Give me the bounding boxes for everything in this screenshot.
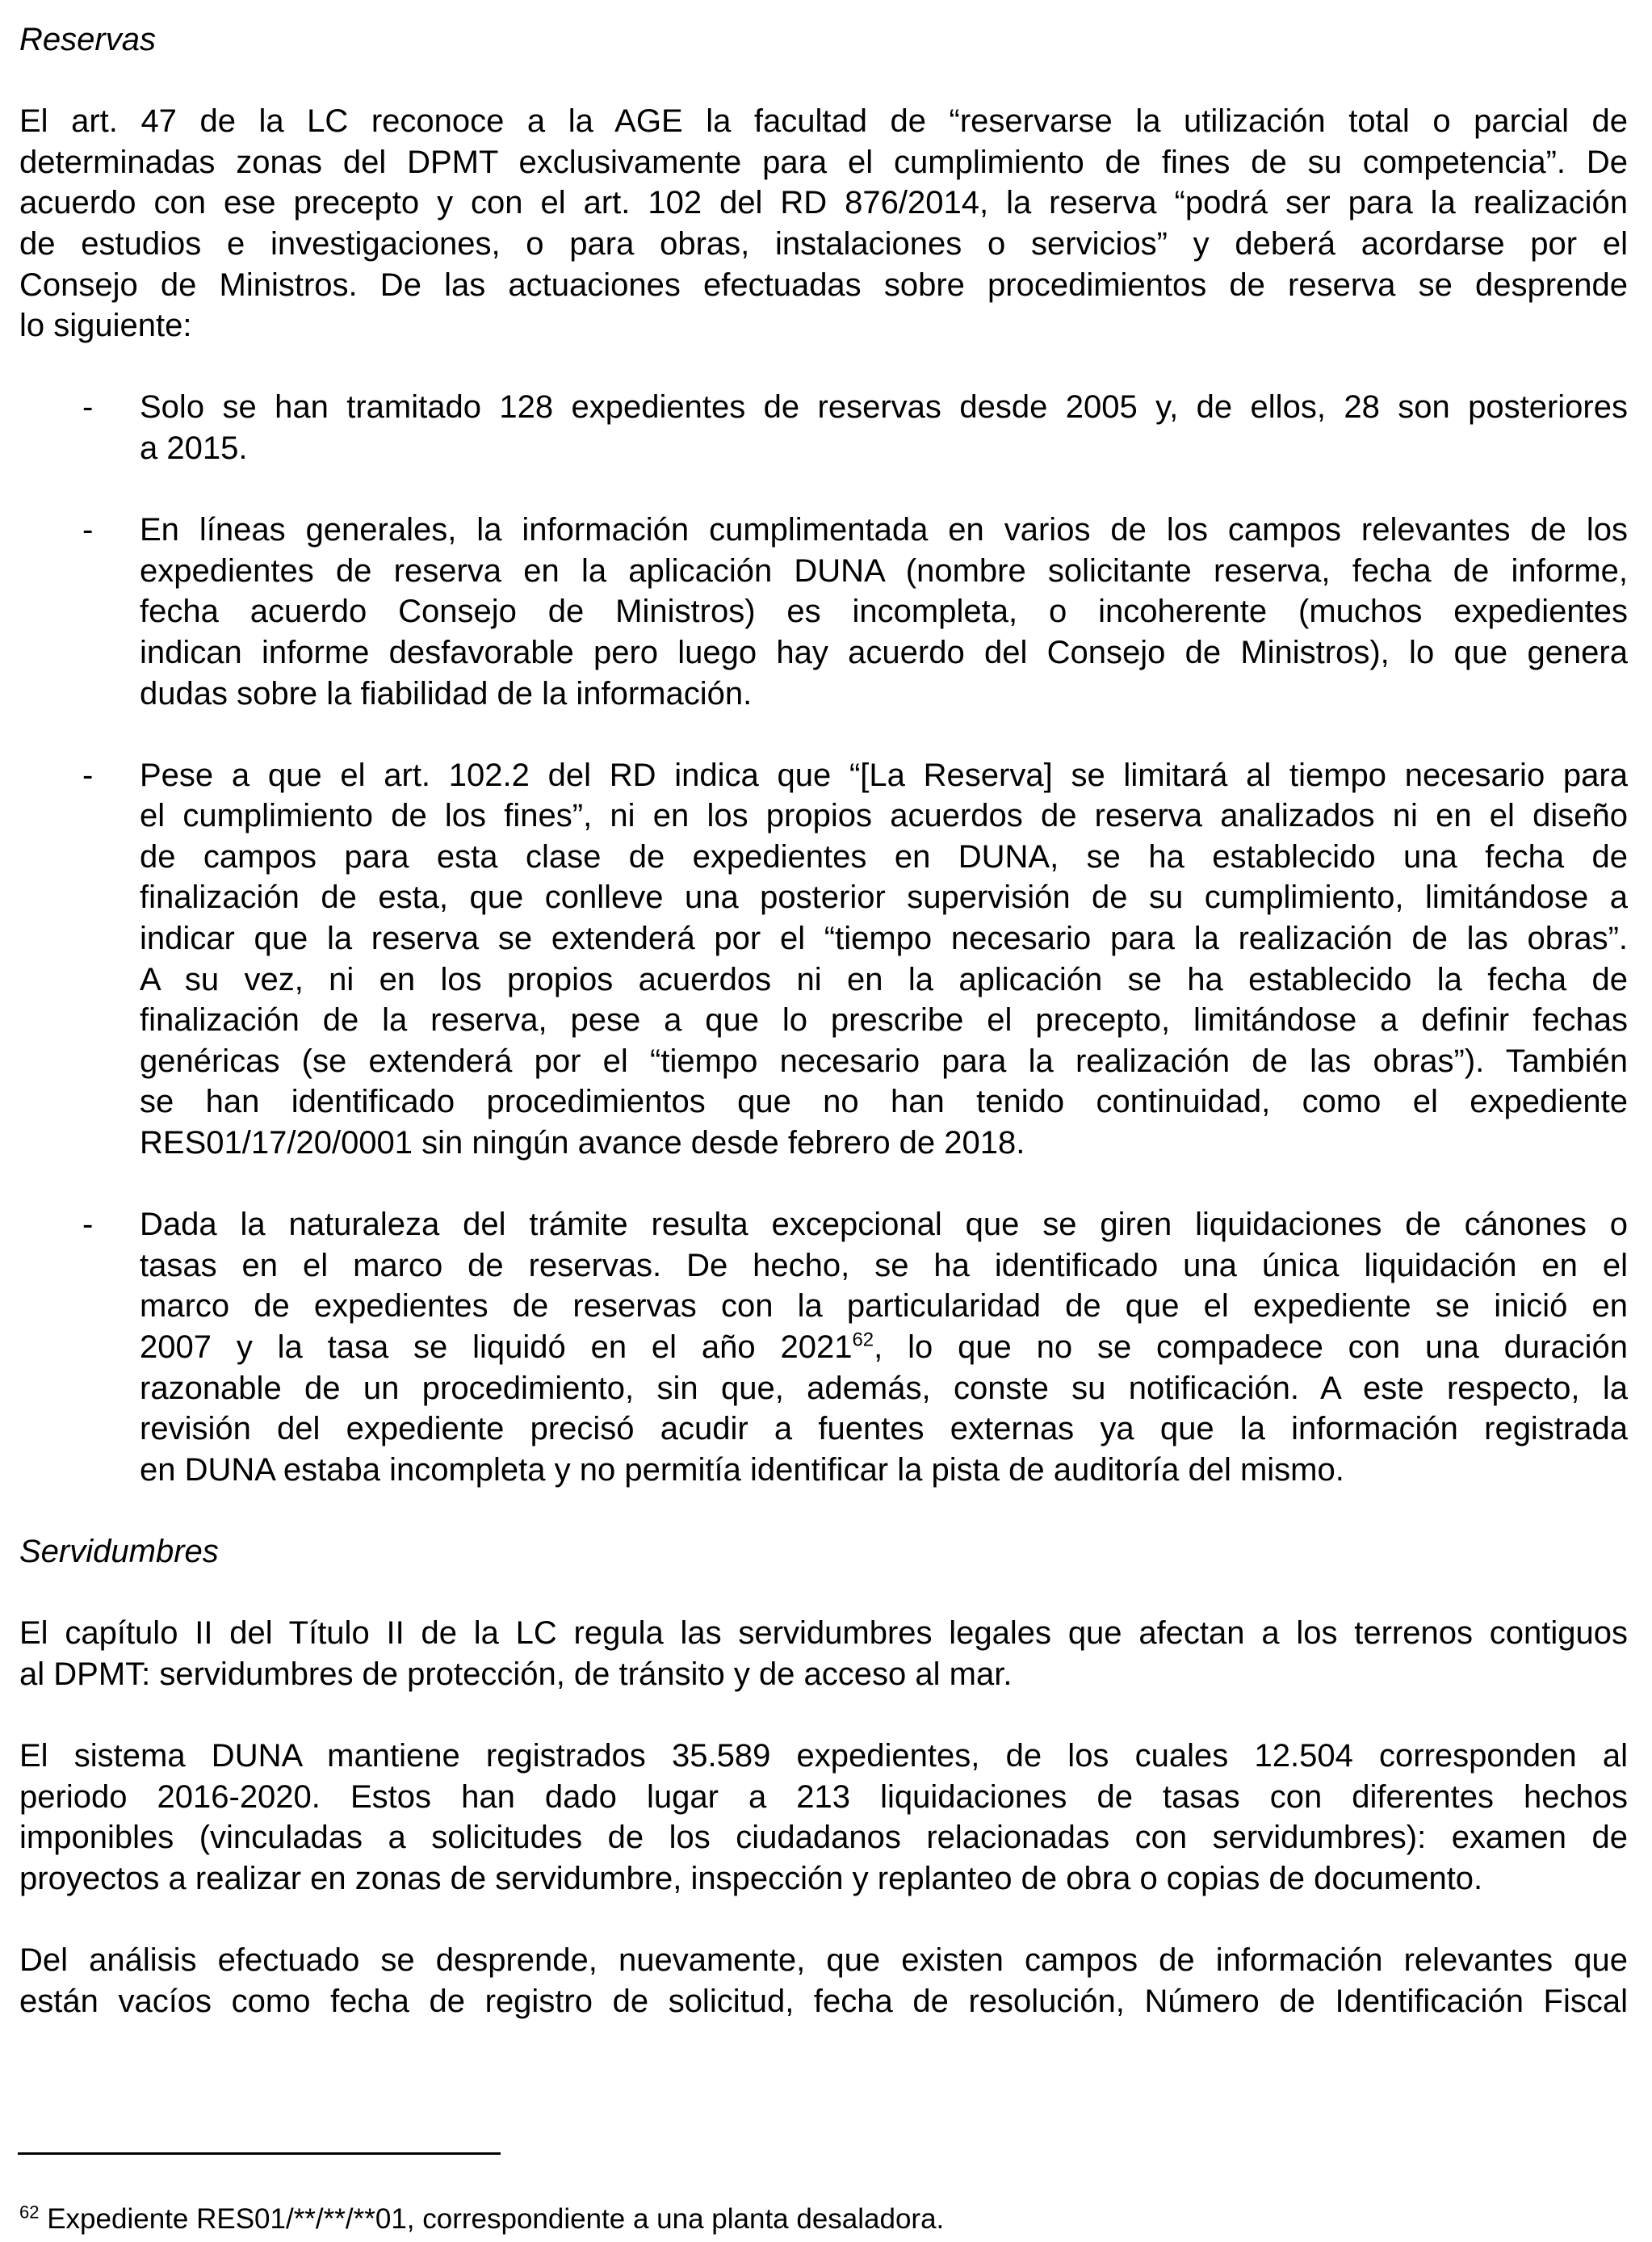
text-line: Dada la naturaleza del trámite resulta excepcional que se giren liquidaciones de cánones o [140, 1207, 1628, 1243]
bullet-item [19, 1204, 1628, 1490]
text-line: expedientes de reserva en la aplicación DUNA (nombre solicitante reserva, fecha de informe, [140, 552, 1628, 589]
text-line: El capítulo II del Título II de la LC regula las servidumbres legales que afectan a los terrenos contiguos [19, 1615, 1628, 1652]
text-line: el cumplimiento de los fines”, ni en los propios acuerdos de reserva analizados ni en el diseño [140, 798, 1628, 834]
text-line: proyectos a realizar en zonas de servidumbre, inspección y replanteo de obra o copias de documento. [19, 1860, 1483, 1896]
bullet-marker: - [82, 512, 94, 548]
footnote-reference: 62 [852, 1329, 874, 1351]
text-line [140, 1327, 1628, 1368]
text-line: El art. 47 de la LC reconoce a la AGE la facultad de “reservarse la utilización total o parcial de [19, 103, 1628, 140]
text-segment: 2007 y la tasa se liquidó en el año 2021 [140, 1329, 853, 1365]
text-line: al DPMT: servidumbres de protección, de tránsito y de acceso al mar. [19, 1656, 1013, 1692]
text-line: finalización de la reserva, pese a que lo prescribe el precepto, limitándose a definir fechas [140, 1002, 1628, 1039]
paragraph [19, 101, 1628, 346]
bullet-marker: - [82, 757, 94, 793]
text-line: Solo se han tramitado 128 expedientes de reservas desde 2005 y, de ellos, 28 son posteriores [140, 389, 1628, 426]
text-line: de campos para esta clase de expedientes en DUNA, se ha establecido una fecha de [140, 838, 1628, 875]
text-line: de estudios e investigaciones, o para obras, instalaciones o servicios” y deberá acordarse por el [19, 225, 1628, 262]
text-line: se han identificado procedimientos que no han tenido continuidad, como el expediente [140, 1084, 1628, 1120]
text-line: periodo 2016-2020. Estos han dado lugar a 213 liquidaciones de tasas con diferentes hechos [19, 1778, 1628, 1815]
bullet-marker: - [82, 1207, 94, 1243]
footnote-number: 62 [19, 2202, 40, 2223]
text-line: indican informe desfavorable pero luego hay acuerdo del Consejo de Ministros), lo que genera [140, 634, 1628, 670]
paragraph [19, 1613, 1628, 1694]
bullet-item [19, 755, 1628, 1164]
footnote-text: Expediente RES01/**/**/**01, correspondiente a una planta desaladora. [39, 2203, 945, 2235]
text-line: a 2015. [140, 430, 248, 466]
footnote [19, 2202, 944, 2237]
bullet-item [19, 510, 1628, 714]
text-line: finalización de esta, que conlleve una posterior supervisión de su cumplimiento, limitándose a [140, 880, 1628, 916]
paragraph [19, 1736, 1628, 1899]
section-heading: Servidumbres [19, 1533, 219, 1569]
document-body [19, 19, 1628, 2063]
text-line: Del análisis efectuado se desprende, nuevamente, que existen campos de información relevantes que [19, 1942, 1628, 1978]
text-line: En líneas generales, la información cumplimentada en varios de los campos relevantes de los [140, 512, 1628, 548]
footnote-separator [18, 2152, 501, 2155]
text-line: razonable de un procedimiento, sin que, además, conste su notificación. A este respecto, la [140, 1370, 1628, 1406]
text-line: fecha acuerdo Consejo de Ministros) es incompleta, o incoherente (muchos expedientes [140, 594, 1628, 630]
text-line: imponibles (vinculadas a solicitudes de los ciudadanos relacionadas con servidumbres): examen de [19, 1820, 1628, 1856]
text-line: en DUNA estaba incompleta y no permitía identificar la pista de auditoría del mismo. [140, 1451, 1344, 1488]
text-line: Consejo de Ministros. De las actuaciones efectuadas sobre procedimientos de reserva se desprende [19, 267, 1628, 303]
text-line: dudas sobre la fiabilidad de la información. [140, 675, 753, 712]
section-heading: Reservas [19, 22, 156, 57]
text-line: Pese a que el art. 102.2 del RD indica que “[La Reserva] se limitará al tiempo necesario para [140, 757, 1628, 793]
paragraph [19, 1940, 1628, 2022]
bullet-marker: - [82, 389, 94, 426]
text-line: El sistema DUNA mantiene registrados 35.589 expedientes, de los cuales 12.504 corresponden al [19, 1737, 1628, 1774]
bullet-item [19, 387, 1628, 468]
text-line: genéricas (se extenderá por el “tiempo necesario para la realización de las obras”). También [140, 1043, 1628, 1079]
text-line: RES01/17/20/0001 sin ningún avance desde febrero de 2018. [140, 1125, 1025, 1161]
text-line: A su vez, ni en los propios acuerdos ni en la aplicación se ha establecido la fecha de [140, 961, 1628, 997]
text-line: indicar que la reserva se extenderá por el “tiempo necesario para la realización de las obras”. [140, 921, 1628, 957]
text-line: están vacíos como fecha de registro de solicitud, fecha de resolución, Número de Identificación Fiscal [19, 1983, 1628, 2019]
text-line: marco de expedientes de reservas con la particularidad de que el expediente se inició en [140, 1288, 1628, 1325]
text-line: tasas en el marco de reservas. De hecho, se ha identificado una única liquidación en el [140, 1247, 1628, 1283]
text-line: determinadas zonas del DPMT exclusivamente para el cumplimiento de fines de su competencia”. De [19, 144, 1628, 180]
text-line: revisión del expediente precisó acudir a fuentes externas ya que la información registrada [140, 1411, 1628, 1447]
text-segment: , lo que no se compadece con una duración [874, 1329, 1628, 1365]
text-line: acuerdo con ese precepto y con el art. 102 del RD 876/2014, la reserva “podrá ser para la realización [19, 185, 1628, 221]
text-line: lo siguiente: [19, 308, 192, 344]
